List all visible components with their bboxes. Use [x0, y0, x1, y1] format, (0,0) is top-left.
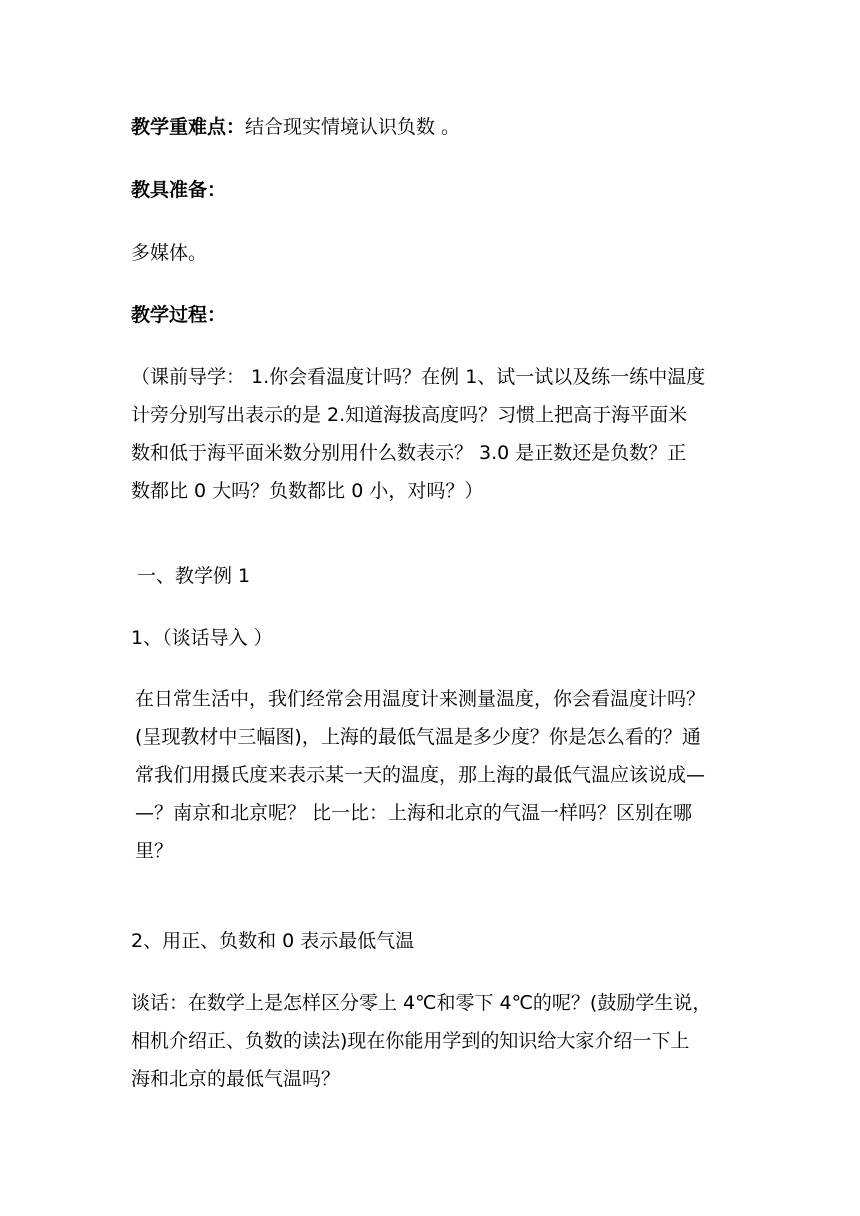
pre-study-paragraph — [131, 358, 731, 510]
intro-paragraph — [135, 680, 735, 870]
talk-line: 相机介绍正、负数的读法)现在你能用学到的知识给大家介绍一下上 — [131, 1030, 690, 1052]
talk-paragraph — [131, 984, 731, 1098]
intro-line: 在日常生活中，我们经常会用温度计来测量温度，你会看温度计吗？ — [135, 688, 706, 710]
talk-line: 谈话：在数学上是怎样区分零上 4℃和零下 4℃的呢？(鼓励学生说， — [131, 992, 712, 1014]
intro-line: (呈现教材中三幅图)，上海的最低气温是多少度？你是怎么看的？通 — [135, 726, 701, 748]
step-one-heading: 1、（谈话导入 ） — [131, 627, 273, 649]
pre-study-line: （课前导学： 1.你会看温度计吗？在例 1、试一试以及练一练中温度 — [131, 366, 706, 388]
pre-study-line: 数都比 0 大吗？负数都比 0 小，对吗？） — [131, 480, 484, 502]
intro-line: —？南京和北京呢？ 比一比：上海和北京的气温一样吗？区别在哪 — [135, 802, 693, 824]
key-points-paragraph — [131, 108, 731, 146]
intro-line: 里？ — [135, 840, 174, 862]
section-one-heading: 一、教学例 1 — [137, 565, 251, 587]
pre-study-line: 计旁分别写出表示的是 2.知道海拔高度吗？习惯上把高于海平面米 — [131, 404, 688, 426]
talk-line: 海和北京的最低气温吗？ — [131, 1068, 341, 1090]
key-points-text: 结合现实情境认识负数 。 — [245, 116, 461, 138]
process-heading: 教学过程： — [131, 304, 227, 326]
tools-heading: 教具准备： — [131, 179, 227, 201]
key-points-label: 教学重难点： — [131, 116, 246, 138]
step-two-heading: 2、用正、负数和 0 表示最低气温 — [131, 930, 415, 952]
pre-study-line: 数和低于海平面米数分别用什么数表示？ 3.0 是正数还是负数？正 — [131, 442, 687, 464]
tools-text: 多媒体。 — [131, 242, 208, 264]
intro-line: 常我们用摄氏度来表示某一天的温度，那上海的最低气温应该说成— — [135, 764, 706, 786]
